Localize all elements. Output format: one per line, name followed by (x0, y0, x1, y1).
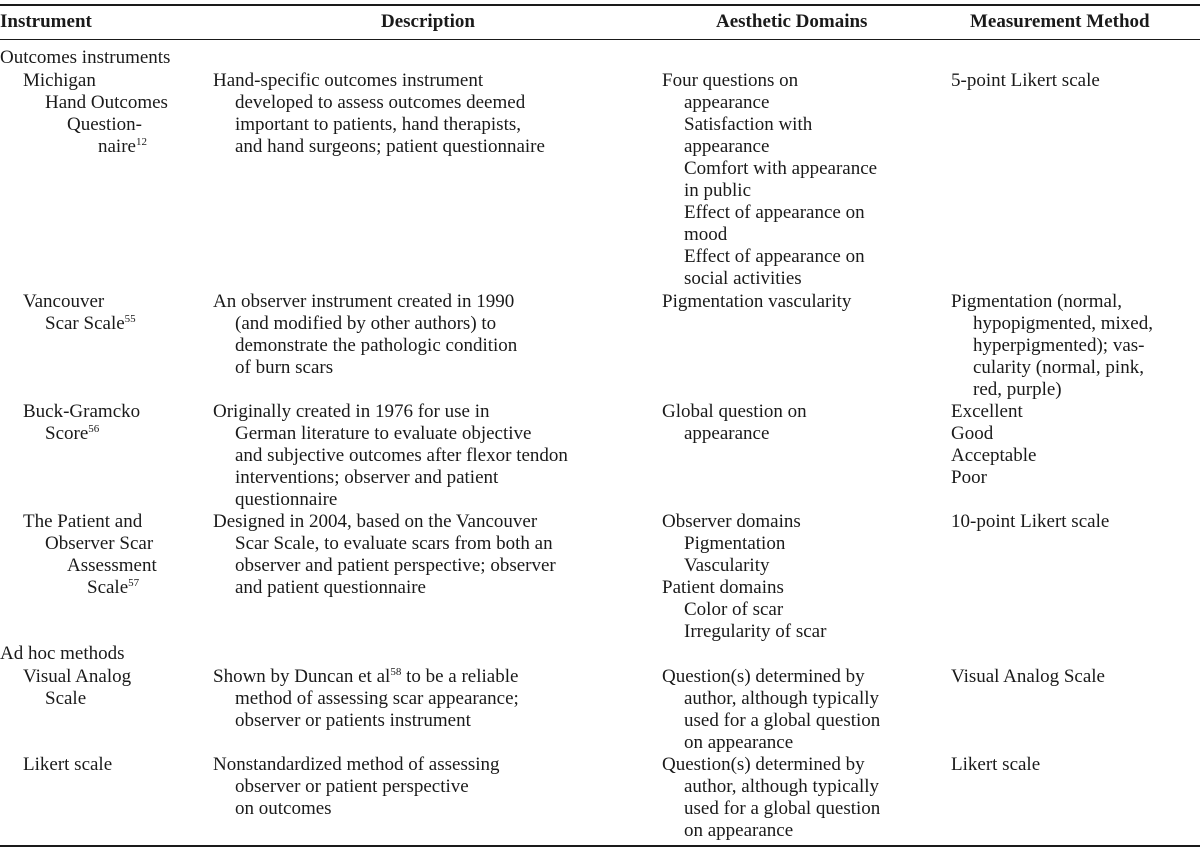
cell-text-line: Patient domains (662, 577, 784, 598)
cell-text-line: Michigan (23, 70, 96, 91)
cell-text-line: Satisfaction with (684, 114, 813, 135)
cell-text-line: developed to assess outcomes deemed (235, 92, 526, 113)
table-row-instrument (23, 511, 157, 599)
cell-text-line: Scar Scale, to evaluate scars from both an (235, 533, 553, 554)
cell-text-line (23, 313, 136, 335)
table-row-instrument (23, 666, 131, 710)
header-aesthetic-domains: Aesthetic Domains (716, 11, 868, 32)
section-label-ad-hoc: Ad hoc methods (0, 643, 125, 664)
table-row-description (213, 511, 556, 599)
cell-text-line: Four questions on (662, 70, 799, 91)
cell-text-line: Scar Scale (45, 313, 125, 334)
cell-text-line: Score (45, 423, 89, 444)
table-row-instrument (23, 70, 168, 158)
table-row-instrument (23, 291, 136, 335)
cell-text-line: Effect of appearance on (684, 246, 865, 267)
table-row-description (213, 754, 500, 820)
cell-text-line: on outcomes (235, 798, 332, 819)
table-row-description (213, 70, 545, 158)
cell-text-line: An observer instrument created in 1990 (213, 291, 515, 312)
cell-text-line: Global question on (662, 401, 807, 422)
header-instrument: Instrument (0, 11, 92, 32)
table-row-method (951, 511, 1109, 533)
cell-text-line: (and modified by other authors) to (235, 313, 497, 334)
cell-text-line: author, although typically (684, 776, 880, 797)
cell-text-line (23, 423, 140, 445)
cell-text-line: Assessment (67, 555, 157, 576)
reference-number: 12 (135, 136, 147, 148)
cell-text-line: Vascularity (684, 555, 770, 576)
cell-text-line: Question(s) determined by (662, 754, 865, 775)
cell-text-line: Irregularity of scar (684, 621, 827, 642)
cell-text-line: demonstrate the pathologic condition (235, 335, 518, 356)
cell-text-line (23, 136, 168, 158)
table-row-domains (662, 401, 807, 445)
cell-text-line: appearance (684, 92, 770, 113)
cell-text-line: in public (684, 180, 752, 201)
section-label-outcomes: Outcomes instruments (0, 47, 171, 68)
cell-text-line: German literature to evaluate objective (235, 423, 532, 444)
cell-text-line: and patient questionnaire (235, 577, 426, 598)
cell-text-line: hyperpigmented); vas- (973, 335, 1145, 356)
cell-text-line: cularity (normal, pink, (973, 357, 1144, 378)
table-row-description (213, 401, 568, 511)
cell-text-line: Originally created in 1976 for use in (213, 401, 490, 422)
table-row-method (951, 401, 1036, 489)
cell-text-line: questionnaire (235, 489, 338, 510)
cell-text-line: hypopigmented, mixed, (973, 313, 1153, 334)
cell-text-line: important to patients, hand therapists, (235, 114, 522, 135)
cell-text-line: used for a global question (684, 798, 881, 819)
table-row-method (951, 666, 1105, 688)
cell-text-line: Question- (67, 114, 142, 135)
cell-text-line: Nonstandardized method of assessing (213, 754, 500, 775)
cell-text-line: Likert scale (951, 754, 1041, 775)
cell-text-line: Visual Analog Scale (951, 666, 1105, 687)
cell-text-line (23, 577, 157, 599)
header-measurement-method: Measurement Method (970, 11, 1150, 32)
cell-text-line: 10-point Likert scale (951, 511, 1110, 532)
table-row-domains (662, 666, 880, 754)
header-rule (0, 39, 1200, 40)
cell-text-line (213, 666, 519, 688)
cell-text-line: on appearance (684, 732, 794, 753)
cell-text-line: to be a reliable (406, 666, 519, 687)
cell-text-line: and subjective outcomes after flexor tendon (235, 445, 568, 466)
cell-text-line: Likert scale (23, 754, 113, 775)
reference-number: 56 (88, 423, 100, 435)
cell-text-line: appearance (684, 136, 770, 157)
cell-text-line: Good (951, 423, 994, 444)
cell-text-line: Observer Scar (45, 533, 154, 554)
cell-text-line: Excellent (951, 401, 1023, 422)
cell-text-line: red, purple) (973, 379, 1062, 400)
cell-text-line: Visual Analog (23, 666, 132, 687)
cell-text-line: social activities (684, 268, 802, 289)
cell-text-line: Scale (87, 577, 129, 598)
cell-text-line: Question(s) determined by (662, 666, 865, 687)
header-description: Description (381, 11, 475, 32)
cell-text-line: Buck-Gramcko (23, 401, 141, 422)
cell-text-line: Color of scar (684, 599, 784, 620)
cell-text-line: Observer domains (662, 511, 801, 532)
cell-text-line: 5-point Likert scale (951, 70, 1100, 91)
table-row-method (951, 291, 1153, 401)
cell-text-line: method of assessing scar appearance; (235, 688, 519, 709)
cell-text-line: Vancouver (23, 291, 105, 312)
table-row-description (213, 666, 519, 732)
cell-text-line: of burn scars (235, 357, 334, 378)
cell-text-line: Hand Outcomes (45, 92, 168, 113)
cell-text-line: and hand surgeons; patient questionnaire (235, 136, 545, 157)
cell-text-line: appearance (684, 423, 770, 444)
cell-text-line: author, although typically (684, 688, 880, 709)
cell-text-line: naire (98, 136, 136, 157)
reference-number: 58 (390, 666, 402, 678)
cell-text-line: Comfort with appearance (684, 158, 878, 179)
cell-text-line: observer or patient perspective (235, 776, 469, 797)
table-row-domains (662, 70, 877, 290)
cell-text-line: Shown by Duncan et al (213, 666, 391, 687)
cell-text-line: observer or patients instrument (235, 710, 471, 731)
cell-text-line: Hand-specific outcomes instrument (213, 70, 484, 91)
cell-text-line: The Patient and (23, 511, 143, 532)
cell-text-line: Pigmentation vascularity (662, 291, 852, 312)
cell-text-line: Designed in 2004, based on the Vancouver (213, 511, 538, 532)
cell-text-line: observer and patient perspective; observer (235, 555, 556, 576)
table-row-instrument (23, 754, 112, 776)
reference-number: 55 (124, 313, 136, 325)
cell-text-line: Effect of appearance on (684, 202, 865, 223)
cell-text-line: mood (684, 224, 728, 245)
cell-text-line: Poor (951, 467, 987, 488)
table-row-domains (662, 754, 880, 842)
cell-text-line: Scale (45, 688, 87, 709)
cell-text-line: Pigmentation (684, 533, 786, 554)
cell-text-line: used for a global question (684, 710, 881, 731)
table-row-method (951, 70, 1100, 92)
cell-text-line: interventions; observer and patient (235, 467, 499, 488)
table-row-method (951, 754, 1040, 776)
table-row-description (213, 291, 517, 379)
bottom-rule (0, 845, 1200, 847)
cell-text-line: Acceptable (951, 445, 1037, 466)
cell-text-line: Pigmentation (normal, (951, 291, 1122, 312)
table-row-domains (662, 511, 826, 643)
top-rule (0, 4, 1200, 6)
cell-text-line: on appearance (684, 820, 794, 841)
reference-number: 57 (128, 577, 140, 589)
table-row-domains (662, 291, 851, 313)
table-row-instrument (23, 401, 140, 445)
